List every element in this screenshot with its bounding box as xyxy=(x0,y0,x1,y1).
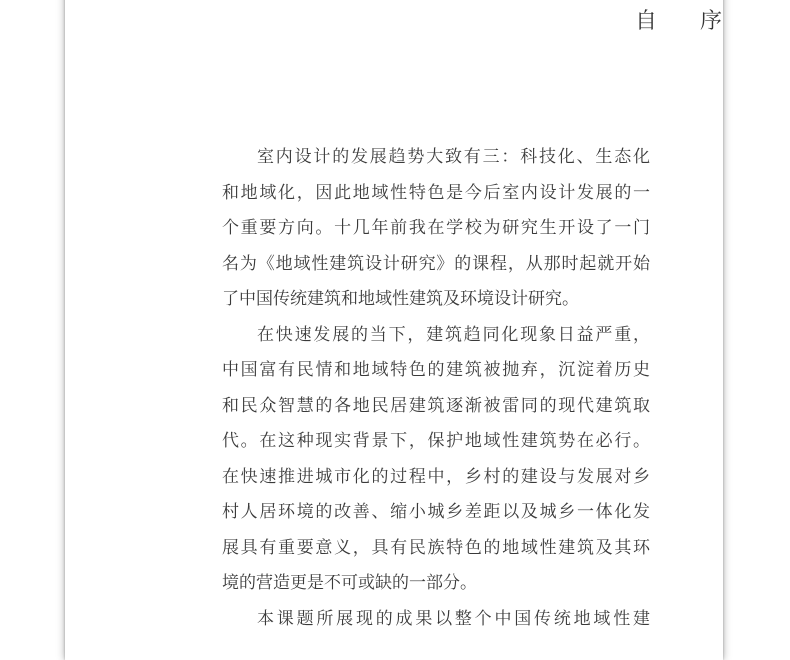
text-line: 在快速推进城市化的过程中，乡村的建设与发展对乡 xyxy=(222,466,650,487)
text-line: 村人居环境的改善、缩小城乡差距以及城乡一体化发 xyxy=(222,502,650,522)
text-line: 境的营造更是不可或缺的一部分。 xyxy=(222,573,477,593)
paragraph-1 xyxy=(222,140,650,318)
text-line: 室内设计的发展趋势大致有三：科技化、生态化 xyxy=(257,147,650,167)
paragraph-2 xyxy=(222,318,650,602)
text-line: 中国富有民情和地域特色的建筑被抛弃，沉淀着历史 xyxy=(222,360,650,380)
text-line: 个重要方向。十几年前我在学校为研究生开设了一门 xyxy=(222,218,650,238)
text-line: 代。在这种现实背景下，保护地域性建筑势在必行。 xyxy=(222,431,650,451)
preface-body xyxy=(222,140,650,637)
text-line: 和地域化，因此地域性特色是今后室内设计发展的一 xyxy=(222,182,650,203)
text-line: 了中国传统建筑和地域性建筑及环境设计研究。 xyxy=(222,289,579,309)
preface-heading: 自 序 xyxy=(635,9,740,34)
paragraph-3 xyxy=(222,602,650,638)
text-line: 本课题所展现的成果以整个中国传统地域性建 xyxy=(257,608,650,629)
text-line: 在快速发展的当下，建筑趋同化现象日益严重， xyxy=(257,324,650,345)
text-line: 和民众智慧的各地民居建筑逐渐被雷同的现代建筑取 xyxy=(222,395,650,416)
text-line: 展具有重要意义，具有民族特色的地域性建筑及其环 xyxy=(222,537,650,558)
text-line: 名为《地域性建筑设计研究》的课程，从那时起就开始 xyxy=(222,253,650,274)
